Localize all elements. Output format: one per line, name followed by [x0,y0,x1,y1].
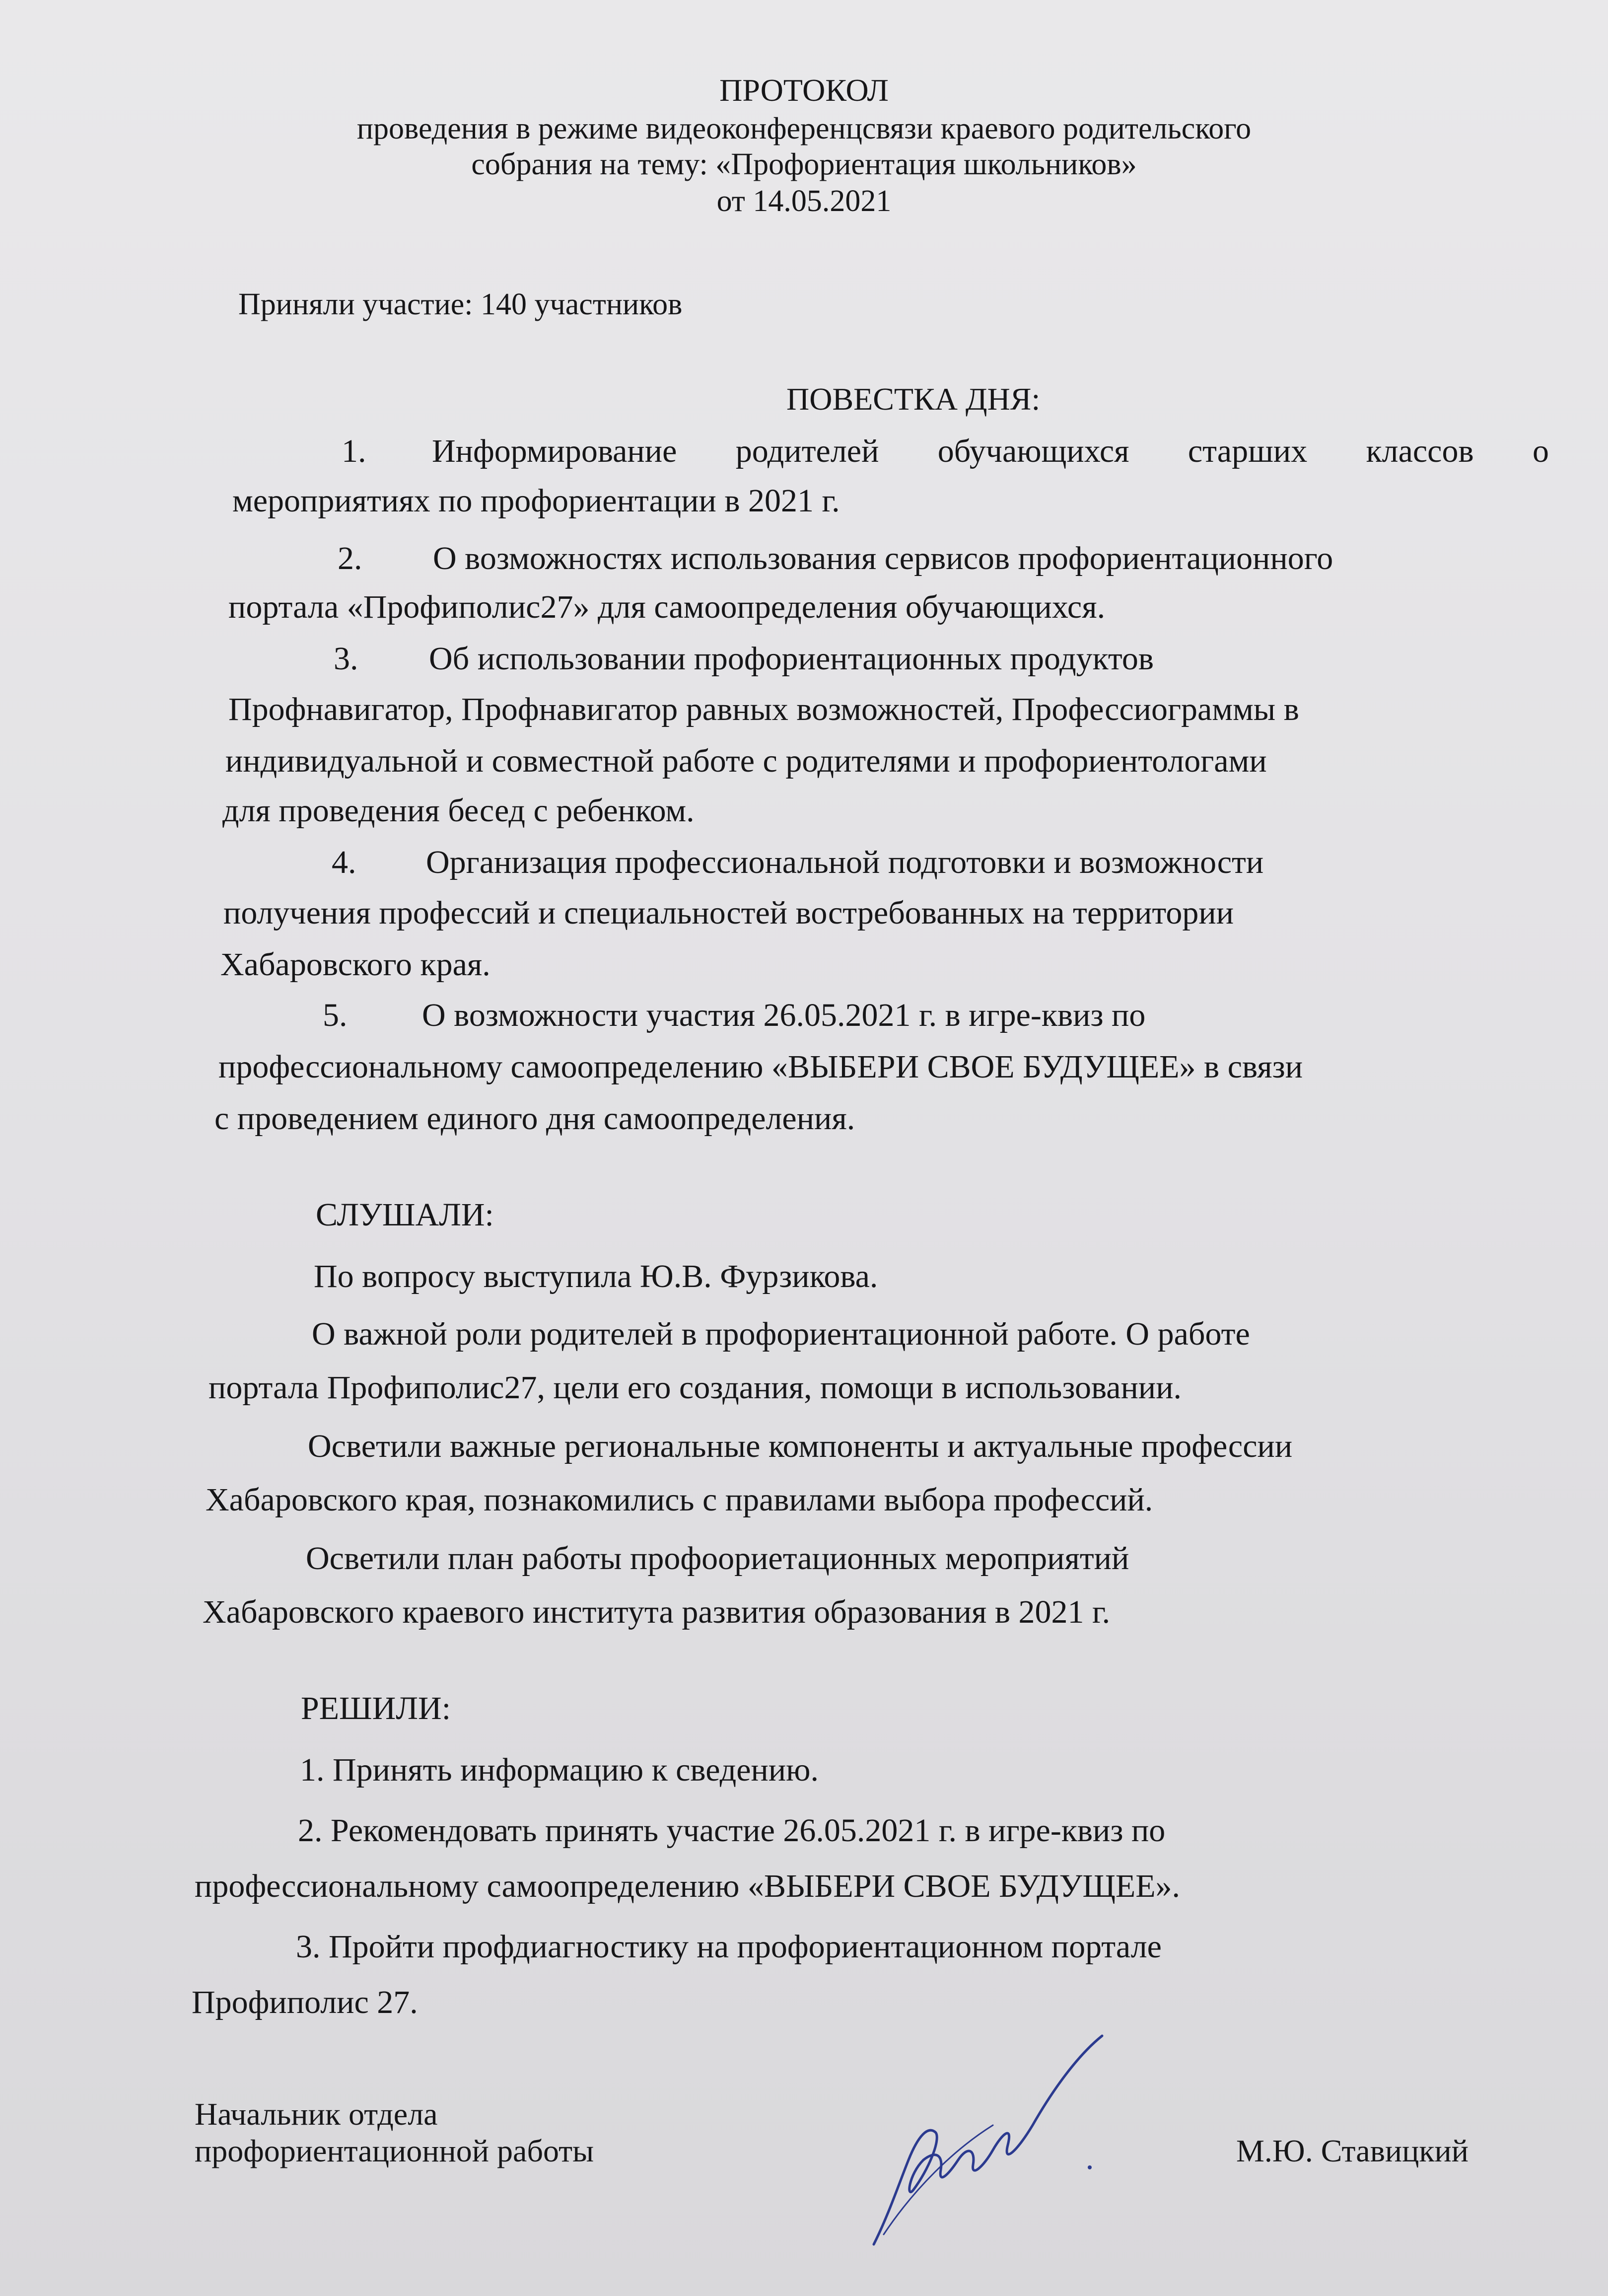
agenda-item-line: индивидуальной и совместной работе с родителями и профориентологами [225,743,1267,779]
participants-count: Приняли участие: 140 участников [238,287,683,321]
agenda-item-line: Организация профессиональной подготовки и возможности [426,844,1264,880]
decided-item: 1. Принять информацию к сведению. [300,1752,819,1788]
document-subtitle-line-2: собрания на тему: «Профориентация школьников» [471,147,1137,181]
signer-position-line-1: Начальник отдела [195,2096,438,2132]
agenda-item-line: портала «Профиполис27» для самоопределения обучающихся. [228,589,1106,625]
heard-speaker: По вопросу выступила Ю.В. Фурзикова. [314,1258,878,1294]
agenda-item-number: 2. [338,540,362,576]
agenda-item-line: профессиональному самоопределению «ВЫБЕРИ СВОЕ БУДУЩЕЕ» в связи [218,1049,1303,1085]
agenda-item-line: для проведения бесед с ребенком. [222,792,695,829]
agenda-item-number: 4. [332,844,356,880]
document-subtitle-line-1: проведения в режиме видеоконференцсвязи краевого родительского [356,112,1252,145]
signer-name: М.Ю. Ставицкий [1236,2133,1468,2168]
agenda-item-line: Информирование родителей обучающихся старших классов о [432,433,1549,469]
handwritten-signature [854,2026,1132,2254]
agenda-item-number: 1. [342,433,366,469]
agenda-item-line: получения профессий и специальностей востребованных на территории [223,895,1234,931]
protocol-document: ПРОТОКОЛ проведения в режиме видеоконференцсвязи краевого родительского собрания на тему: «Профориентация школьников» от 14.05.2021 Приняли участие: 140 участников ПОВЕСТКА ДНЯ: 1. Информирование родителей обучающихся старших классов о мероприятиях по профориентации в 2021 г. 2. О возможностях использования сервисов профориентационного портала «Профиполис27» для самоопределения обучающихся. 3. Об использовании профориентационных продуктов Профнавигатор, Профнавигатор равных возможностей, Профессиограммы в индивидуальной и совместной работе с родителями и профориентологами для проведения бесед с ребенком. 4. Организация профессиональной подготовки и возможности получения профессий и специальностей востребованных на территории Хабаровского края. 5. О возможности участия 26.05.2021 г. в игре-квиз по профессиональному самоопределению «ВЫБЕРИ СВОЕ БУДУЩЕЕ» в связи с проведением единого дня самоопределения. СЛУШАЛИ: По вопросу выступила Ю.В. Фурзикова. О важной роли родителей в профориентационной работе. О работе портала Профиполис27, цели его создания, помощи в использовании. Осветили важные региональные компоненты и актуальные профессии Хабаровского края, познакомились с правилами выбора профессий. Осветили план работы профоориетационных мероприятий Хабаровского краевого института развития образования в 2021 г. РЕШИЛИ: 1. Принять информацию к сведению. 2. Рекомендовать принять участие 26.05.2021 г. в игре-квиз по профессиональному самоопределению «ВЫБЕРИ СВОЕ БУДУЩЕЕ». 3. Пройти профдиагностику на профориентационном портале Профиполис 27. Начальник отдела профориентационной работы М.Ю. Ставицкий [0,0,1608,2296]
decided-heading: РЕШИЛИ: [301,1690,451,1726]
document-date: от 14.05.2021 [716,184,892,218]
agenda-item-line: с проведением единого дня самоопределения. [214,1100,855,1137]
agenda-item-number: 5. [323,997,348,1033]
heard-heading: СЛУШАЛИ: [316,1197,494,1233]
agenda-item-line: Профнавигатор, Профнавигатор равных возможностей, Профессиограммы в [228,691,1299,727]
agenda-item-line: Хабаровского края. [220,946,490,983]
agenda-heading: ПОВЕСТКА ДНЯ: [786,381,1041,417]
agenda-item-number: 3. [334,641,358,677]
signer-position-line-2: профориентационной работы [195,2133,594,2168]
agenda-item-line: О возможностях использования сервисов профориентационного [433,540,1333,576]
document-title: ПРОТОКОЛ [719,72,889,108]
agenda-item-line: мероприятиях по профориентации в 2021 г. [232,483,840,519]
agenda-item-line: О возможности участия 26.05.2021 г. в игре-квиз по [422,997,1146,1033]
agenda-item-line: Об использовании профориентационных продуктов [429,641,1154,677]
